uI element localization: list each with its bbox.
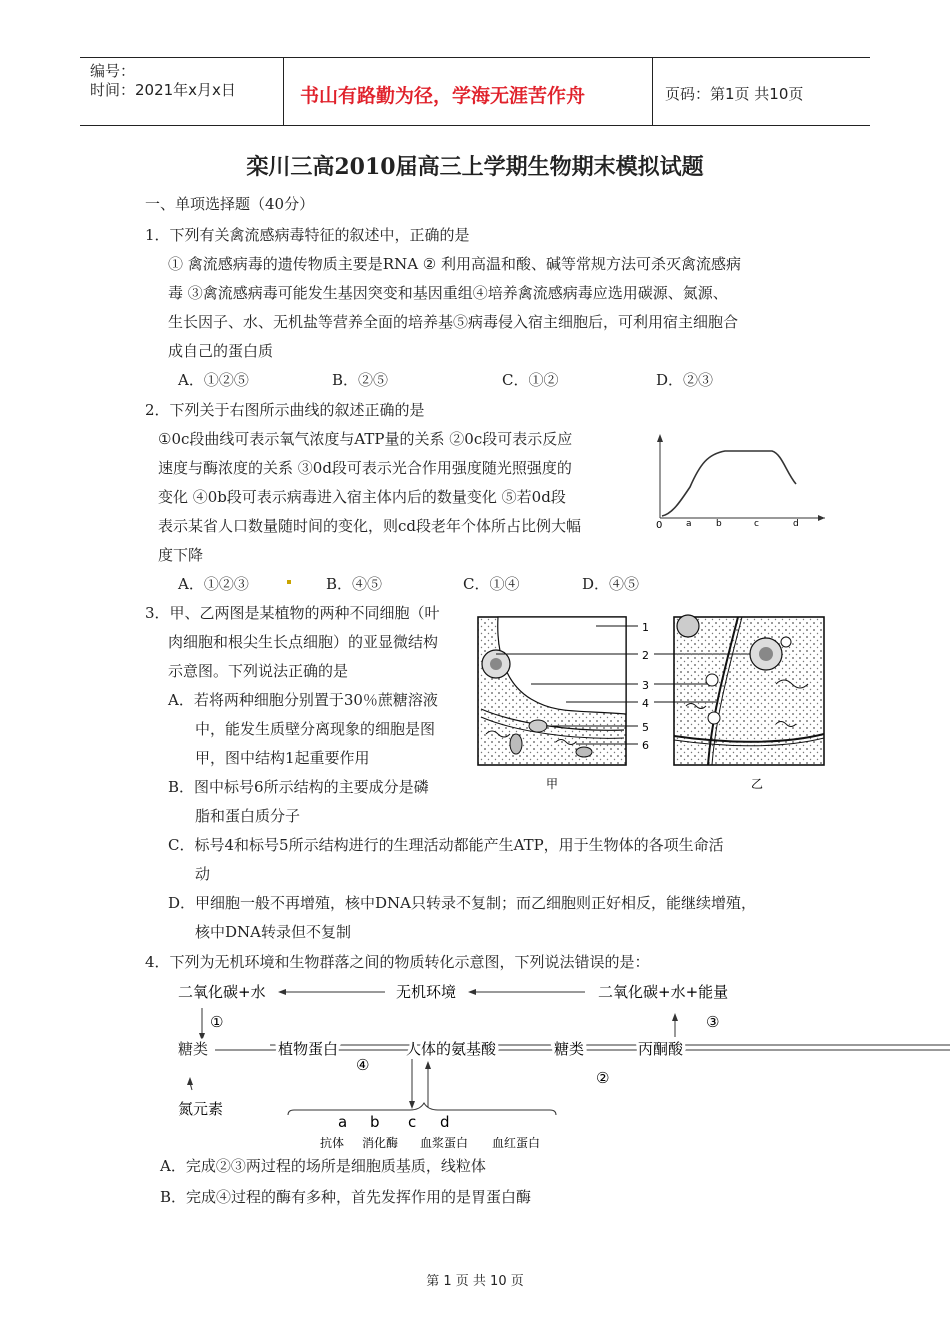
q2-line-4: 表示某省人口数量随时间的变化，则cd段老年个体所占比例大幅 (158, 517, 582, 535)
page-label: 页码：第1页 共10页 (665, 85, 804, 103)
header-divider-left (283, 57, 284, 125)
page-footer: 第 1 页 共 10 页 (426, 1274, 524, 1289)
graph-x-arrow (818, 515, 825, 521)
node-plant-protein: 植物蛋白 (278, 1040, 339, 1058)
step-2: ② (596, 1069, 610, 1087)
node-nitrogen: 氮元素 (178, 1100, 224, 1118)
header-bottom-rule (80, 125, 870, 126)
q3-option-b-1[interactable]: B．图中标号6所示结构的主要成分是磷 (168, 778, 429, 796)
step-3: ③ (706, 1013, 720, 1031)
fig-num-4: 4 (642, 697, 649, 710)
fig-num-2: 2 (642, 649, 649, 662)
q4-option-a[interactable]: A．完成②③两过程的场所是细胞质基质，线粒体 (160, 1157, 486, 1175)
q1-option-c[interactable]: C．①② (502, 371, 559, 389)
letter-b: b (370, 1113, 380, 1131)
q2-option-c[interactable]: C．①④ (463, 575, 520, 593)
header-top-rule (80, 57, 870, 58)
q3-stem-3: 示意图。下列说法正确的是 (168, 662, 349, 680)
graph-label-d: d (793, 519, 799, 529)
protein-plasma: 血浆蛋白 (420, 1136, 469, 1150)
protein-digestive-enzyme: 消化酶 (362, 1136, 399, 1150)
q1-line-3: 生长因子、水、无机盐等营养全面的培养基⑤病毒侵入宿主细胞后，可利用宿主细胞合 (168, 313, 739, 331)
fig-num-6: 6 (642, 739, 649, 752)
node-co2-water: 二氧化碳+水 (178, 983, 266, 1001)
q3-option-c-2: 动 (195, 865, 211, 883)
node-co2-water-energy: 二氧化碳+水+能量 (598, 983, 729, 1001)
fig-num-1: 1 (642, 621, 649, 634)
q1-option-d[interactable]: D．②③ (656, 371, 714, 389)
time-label: 时间：2021年x月x日 (90, 81, 236, 99)
q3-option-a-3: 甲，图中结构1起重要作用 (195, 749, 370, 767)
protein-antibody: 抗体 (320, 1136, 345, 1150)
node-sugar-1: 糖类 (178, 1040, 209, 1058)
q2-option-a[interactable]: A．①②③ (178, 575, 249, 593)
q1-stem: 1．下列有关禽流感病毒特征的叙述中，正确的是 (145, 226, 470, 244)
stray-dot (287, 580, 291, 584)
section-heading: 一、单项选择题（40分） (145, 195, 315, 213)
fig-num-3: 3 (642, 679, 649, 692)
q4-stem: 4．下列为无机环境和生物群落之间的物质转化示意图，下列说法错误的是： (145, 953, 650, 971)
q2-curve-graph (650, 432, 830, 532)
q1-option-b[interactable]: B．②⑤ (332, 371, 389, 389)
q1-line-4: 成自己的蛋白质 (168, 342, 274, 360)
q3-option-d-2: 核中DNA转录但不复制 (195, 923, 351, 941)
cell-yi (674, 615, 824, 765)
q2-stem: 2．下列关于右图所示曲线的叙述正确的是 (145, 401, 425, 419)
header-divider-right (652, 57, 653, 125)
chloroplast (529, 720, 547, 732)
fig-caption-jia: 甲 (546, 777, 559, 791)
graph-curve (662, 451, 796, 516)
fig-num-5: 5 (642, 721, 649, 734)
q2-line-3: 变化 ④0b段可表示病毒进入宿主体内后的数量变化 ⑤若0d段 (158, 488, 566, 506)
letter-d: d (440, 1113, 450, 1131)
q4-option-b[interactable]: B．完成④过程的酶有多种，首先发挥作用的是胃蛋白酶 (160, 1188, 532, 1206)
graph-label-a: a (686, 519, 692, 529)
step-4: ④ (356, 1056, 370, 1074)
q1-option-a[interactable]: A．①②⑤ (178, 371, 249, 389)
q2-option-d[interactable]: D．④⑤ (582, 575, 640, 593)
page-title: 栾川三高2010届高三上学期生物期末模拟试题 (246, 154, 704, 180)
graph-label-b: b (716, 519, 722, 529)
q3-option-b-2: 脂和蛋白质分子 (195, 807, 301, 825)
graph-label-c: c (754, 519, 759, 529)
q3-option-d-1[interactable]: D．甲细胞一般不再增殖，核中DNA只转录不复制；而乙细胞则正好相反，能继续增殖， (168, 894, 757, 912)
protein-hemoglobin: 血红蛋白 (492, 1136, 541, 1150)
q3-stem-1: 3．甲、乙两图是某植物的两种不同细胞（叶 (145, 604, 440, 622)
q3-stem-2: 肉细胞和根尖生长点细胞）的亚显微结构 (168, 633, 439, 651)
q2-line-2: 速度与酶浓度的关系 ③0d段可表示光合作用强度随光照强度的 (158, 459, 572, 477)
q3-cell-figure (476, 614, 832, 794)
graph-label-0: 0 (656, 520, 663, 531)
fig-caption-yi: 乙 (751, 777, 764, 791)
q3-option-a-2: 中，能发生质壁分离现象的细胞是图 (195, 720, 436, 738)
node-human-amino-acid: 人体的氨基酸 (406, 1040, 497, 1058)
letter-c: c (408, 1113, 417, 1131)
letter-a: a (338, 1113, 348, 1131)
q2-line-1: ①0c段曲线可表示氧气浓度与ATP量的关系 ②0c段可表示反应 (158, 430, 573, 448)
q1-line-2: 毒 ③禽流感病毒可能发生基因突变和基因重组④培养禽流感病毒应选用碳源、氮源、 (168, 284, 728, 302)
serial-label: 编号： (90, 62, 136, 80)
q2-line-5: 度下降 (158, 546, 204, 564)
q3-option-a-1[interactable]: A．若将两种细胞分别置于30％蔗糖溶液 (168, 691, 438, 709)
q2-option-b[interactable]: B．④⑤ (326, 575, 383, 593)
q4-conversion-diagram (170, 975, 950, 1155)
step-1: ① (210, 1013, 224, 1031)
node-sugar-2: 糖类 (554, 1040, 585, 1058)
cell-jia (478, 617, 626, 765)
node-inorganic-env: 无机环境 (396, 983, 457, 1001)
graph-y-arrow (657, 434, 663, 442)
q1-line-1: ① 禽流感病毒的遗传物质主要是RNA ② 利用高温和酸、碱等常规方法可杀灭禽流感病 (168, 255, 742, 273)
node-pyruvate: 丙酮酸 (638, 1040, 684, 1058)
q3-option-c-1[interactable]: C．标号4和标号5所示结构进行的生理活动都能产生ATP，用于生物体的各项生命活 (168, 836, 724, 854)
header-motto: 书山有路勤为径，学海无涯苦作舟 (300, 85, 586, 107)
